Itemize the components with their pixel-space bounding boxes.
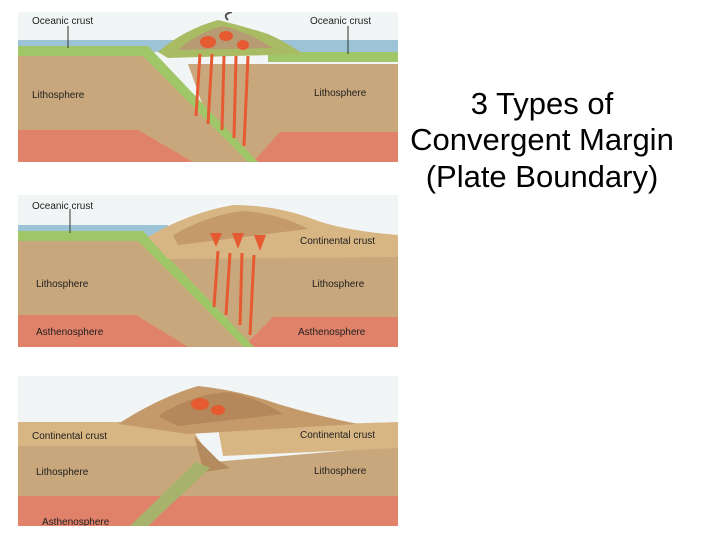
label-lithosphere-left: Lithosphere: [32, 90, 85, 101]
label-lithosphere-right: Lithosphere: [314, 466, 367, 477]
label-continental-crust-left: Continental crust: [32, 431, 108, 442]
magma-chamber: [211, 405, 225, 415]
label-lithosphere-left: Lithosphere: [36, 279, 89, 290]
magma-chamber: [200, 36, 216, 48]
title-line-2: Convergent Margin: [410, 122, 674, 158]
magma-chamber: [219, 31, 233, 41]
label-lithosphere-right: Lithosphere: [314, 88, 367, 99]
panel-oceanic-oceanic: [18, 12, 398, 162]
label-continental-crust-right: Continental crust: [300, 430, 376, 441]
slide-title: [392, 86, 692, 195]
title-line-1: 3 Types of: [470, 86, 614, 121]
label-lithosphere-right: Lithosphere: [312, 279, 365, 290]
label-oceanic-crust: Oceanic crust: [32, 201, 94, 212]
panel-oceanic-continental: [18, 195, 398, 347]
oceanic-oceanic-diagram: [18, 12, 398, 162]
magma-chamber: [191, 398, 209, 410]
continental-continental-diagram: [18, 376, 398, 526]
panel-continental-continental: [18, 376, 398, 526]
label-asthenosphere: Asthenosphere: [42, 517, 110, 526]
oceanic-continental-diagram: [18, 195, 398, 347]
label-asthenosphere-right: Asthenosphere: [298, 327, 366, 338]
title-line-3: (Plate Boundary): [425, 158, 659, 194]
label-lithosphere-left: Lithosphere: [36, 467, 89, 478]
label-oceanic-crust-right: Oceanic crust: [310, 16, 372, 27]
label-asthenosphere-left: Asthenosphere: [36, 327, 104, 338]
magma-chamber: [237, 40, 249, 50]
label-oceanic-crust-left: Oceanic crust: [32, 16, 94, 27]
label-continental-crust: Continental crust: [300, 236, 376, 247]
